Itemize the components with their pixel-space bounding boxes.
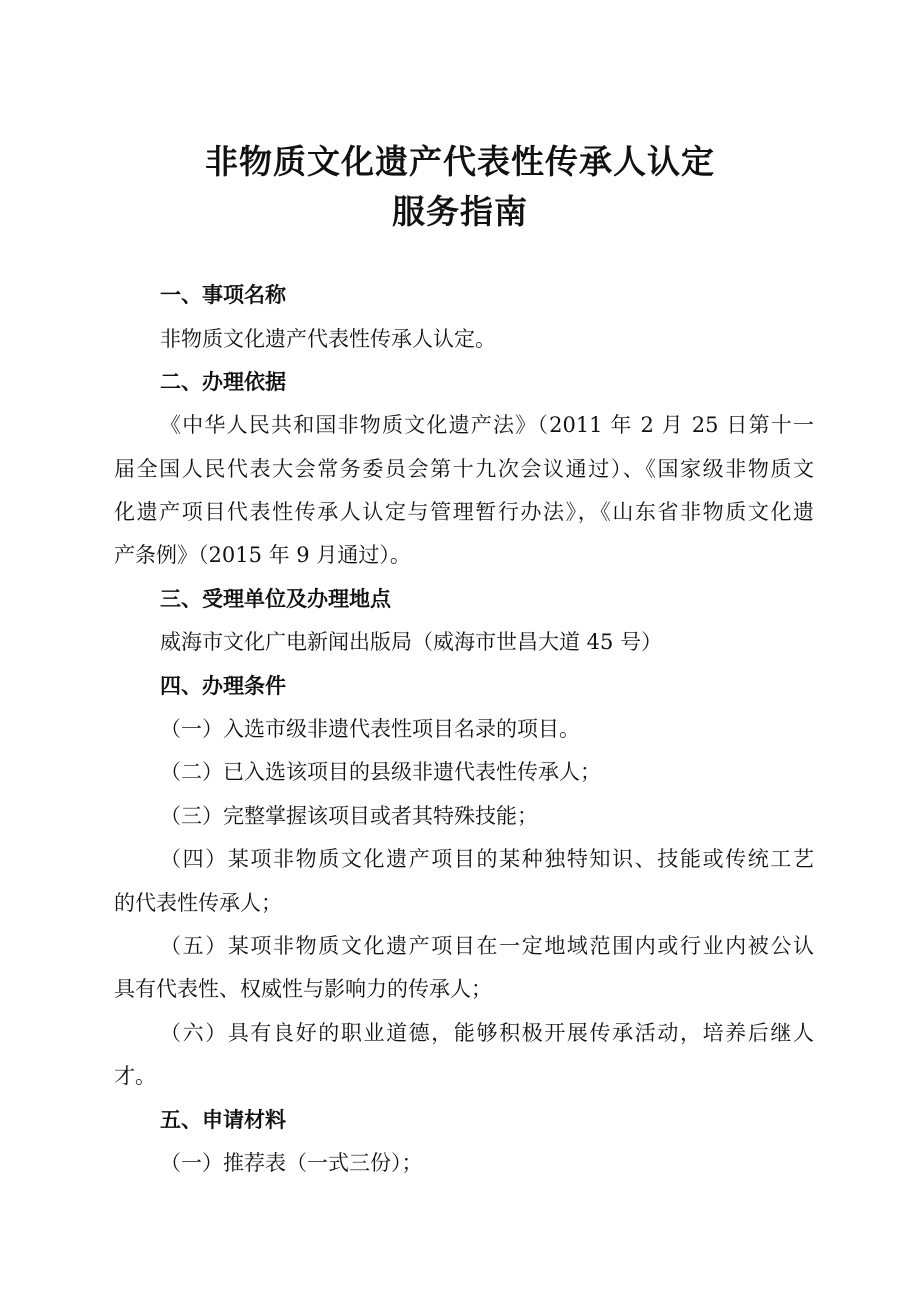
section-2-line-1: 《中华人民共和国非物质文化遗产法》（2011 年 2 月 25 日第十一 <box>160 413 814 437</box>
condition-item-2: （二）已入选该项目的县级非遗代表性传承人； <box>160 760 601 784</box>
section-2-line-2: 届全国人民代表大会常务委员会第十九次会议通过）、《国家级非物质文 <box>114 457 814 481</box>
section-1-heading: 一、事项名称 <box>160 283 286 307</box>
condition-item-5-line-2: 具有代表性、权威性与影响力的传承人； <box>114 977 492 1001</box>
section-2-line-4: 产条例》（2015 年 9 月通过）。 <box>114 543 411 567</box>
section-3-heading: 三、受理单位及办理地点 <box>160 587 391 611</box>
condition-item-4-line-1: （四）某项非物质文化遗产项目的某种独特知识、技能或传统工艺 <box>160 847 814 871</box>
document-title-line-1: 非物质文化遗产代表性传承人认定 <box>205 142 715 181</box>
condition-item-1: （一）入选市级非遗代表性项目名录的项目。 <box>160 717 580 741</box>
condition-item-6-line-2: 才。 <box>114 1064 156 1088</box>
condition-item-3: （三）完整掌握该项目或者其特殊技能； <box>160 804 538 828</box>
section-2-heading: 二、办理依据 <box>160 370 286 394</box>
section-4-heading: 四、办理条件 <box>160 674 286 698</box>
section-3-body: 威海市文化广电新闻出版局（威海市世昌大道 45 号） <box>160 630 663 654</box>
condition-item-4-line-2: 的代表性传承人； <box>114 891 282 915</box>
section-2-line-3: 化遗产项目代表性传承人认定与管理暂行办法》，《山东省非物质文化遗 <box>114 500 814 524</box>
material-item-1: （一）推荐表（一式三份）； <box>160 1151 423 1175</box>
condition-item-5-line-1: （五）某项非物质文化遗产项目在一定地域范围内或行业内被公认 <box>160 934 814 958</box>
section-5-heading: 五、申请材料 <box>160 1108 286 1132</box>
condition-item-6-line-1: （六）具有良好的职业道德，能够积极开展传承活动，培养后继人 <box>160 1021 814 1045</box>
section-1-body: 非物质文化遗产代表性传承人认定。 <box>160 327 496 351</box>
document-title-line-2: 服务指南 <box>392 192 528 231</box>
